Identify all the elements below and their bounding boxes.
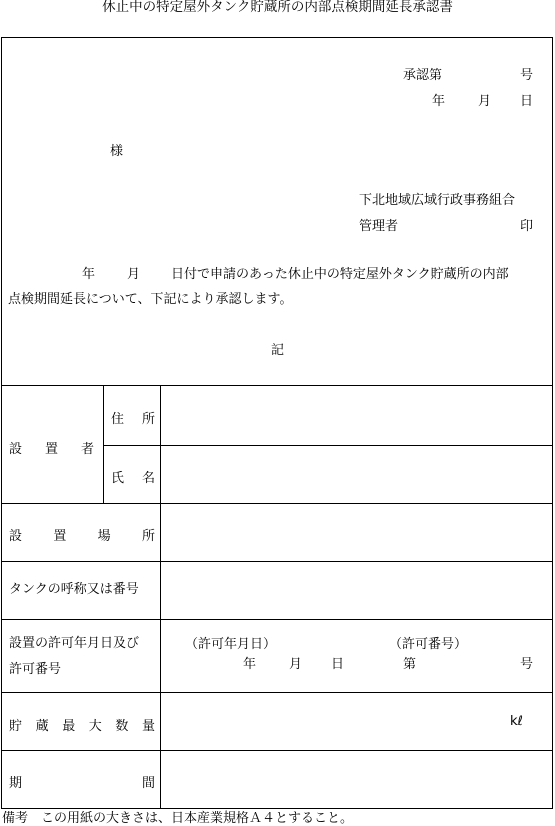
location-label-char: 所 [141, 529, 155, 544]
period-label [9, 772, 155, 791]
capacity-label-char: 最 [62, 719, 76, 734]
row-line-tank [1, 561, 553, 562]
capacity-label-char: 数 [115, 719, 129, 734]
form-frame [1, 37, 553, 809]
row-line-permit [1, 619, 553, 620]
installer-sub-divider [103, 385, 104, 503]
address-label-char: 所 [141, 412, 155, 427]
approval-number-suffix: 号 [520, 68, 534, 83]
body-month: 月 [127, 267, 141, 282]
location-label [9, 525, 155, 544]
permit-year: 年 [243, 657, 257, 672]
row-line-capacity [1, 692, 553, 693]
document-title: 休止中の特定屋外タンク貯蔵所の内部点検期間延長承認書 [102, 0, 453, 15]
location-label-char: 場 [97, 529, 111, 544]
name-label [111, 467, 155, 486]
ki-heading: 記 [271, 343, 285, 358]
installer-label-char: 置 [44, 442, 58, 457]
installer-label [9, 438, 94, 457]
permit-label-line2: 許可番号 [9, 662, 62, 677]
body-text-line2: 点検期間延長について、下記により承認します。 [8, 292, 293, 307]
table-top-line [1, 385, 553, 386]
period-label-char: 期 [9, 776, 23, 791]
location-label-char: 設 [9, 529, 23, 544]
permit-date-heading: （許可年月日） [185, 637, 277, 652]
seal-mark: 印 [520, 219, 534, 234]
capacity-label-char: 蔵 [35, 719, 49, 734]
approval-number-prefix: 承認第 [403, 68, 443, 83]
address-label [111, 408, 155, 427]
capacity-label [9, 715, 155, 734]
address-label-char: 住 [111, 412, 125, 427]
issuing-organization: 下北地域広域行政事務組合 [359, 193, 516, 208]
name-label-char: 氏 [111, 471, 125, 486]
capacity-label-char: 量 [141, 719, 155, 734]
body-year: 年 [82, 267, 96, 282]
permit-number-prefix: 第 [403, 657, 417, 672]
date-month: 月 [478, 94, 492, 109]
body-text-line1: 日付で申請のあった休止中の特定屋外タンク貯蔵所の内部 [171, 267, 509, 282]
date-year: 年 [432, 94, 446, 109]
period-label-char: 間 [141, 776, 155, 791]
permit-day: 日 [331, 657, 345, 672]
installer-label-char: 者 [80, 442, 94, 457]
permit-label-line1: 設置の許可年月日及び [9, 636, 140, 651]
permit-number-suffix: 号 [520, 657, 534, 672]
row-line-period [1, 750, 553, 751]
capacity-label-char: 大 [88, 719, 102, 734]
capacity-label-char: 貯 [9, 719, 23, 734]
permit-number-heading: （許可番号） [389, 637, 468, 652]
addressee-suffix: 様 [110, 144, 124, 159]
label-column-divider [160, 385, 161, 809]
row-line-location [1, 503, 553, 504]
address-name-divider [103, 445, 553, 446]
manager-label: 管理者 [359, 219, 399, 234]
permit-month: 月 [289, 657, 303, 672]
location-label-char: 置 [53, 529, 67, 544]
footer-note: 備考 この用紙の大きさは、日本産業規格Ａ４とすること。 [2, 811, 354, 826]
date-day: 日 [520, 94, 534, 109]
name-label-char: 名 [141, 471, 155, 486]
installer-label-char: 設 [9, 442, 23, 457]
capacity-unit: kℓ [510, 714, 523, 729]
tank-label: タンクの呼称又は番号 [9, 582, 139, 597]
